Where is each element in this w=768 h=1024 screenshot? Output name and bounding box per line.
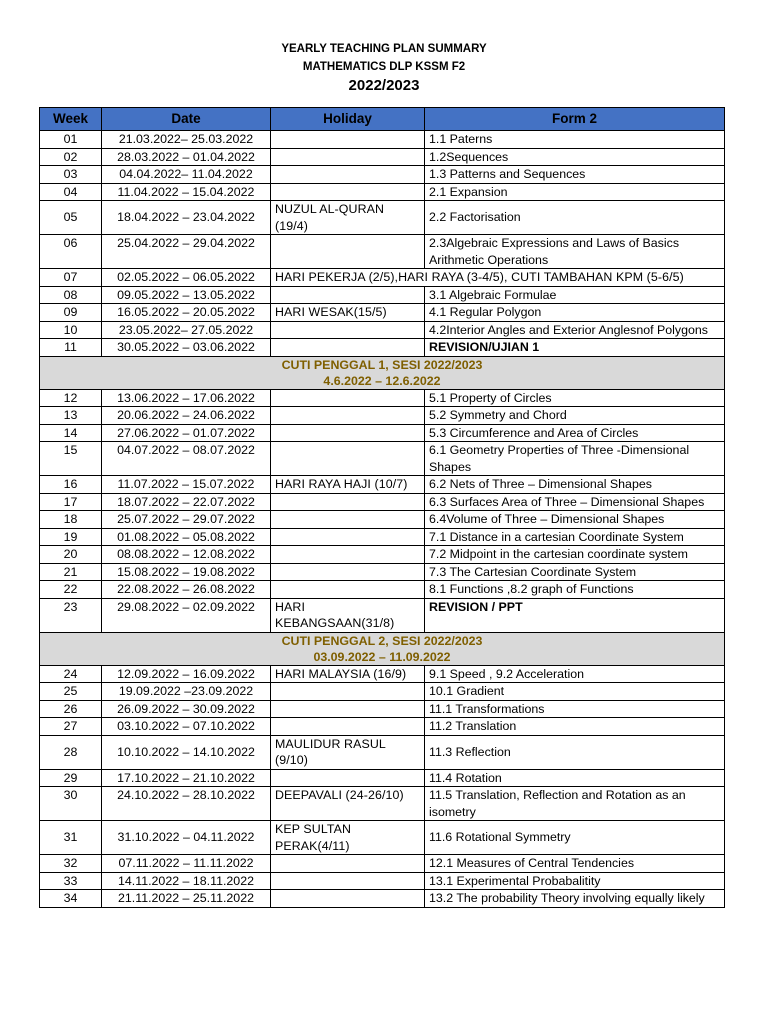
term-break-title: CUTI PENGGAL 1, SESI 2022/2023: [281, 357, 483, 372]
date-cell: 28.03.2022 – 01.04.2022: [102, 148, 271, 166]
week-cell: 05: [40, 201, 102, 235]
holiday-cell: [271, 424, 425, 442]
week-cell: 33: [40, 872, 102, 890]
week-cell: 19: [40, 528, 102, 546]
week-cell: 15: [40, 442, 102, 476]
topic-cell: 5.3 Circumference and Area of Circles: [425, 424, 725, 442]
table-row: [40, 201, 725, 235]
table-body: [40, 131, 725, 908]
teaching-plan-table: [39, 107, 725, 908]
date-cell: 13.06.2022 – 17.06.2022: [102, 389, 271, 407]
date-cell: 11.04.2022 – 15.04.2022: [102, 183, 271, 201]
table-row: [40, 493, 725, 511]
table-row: [40, 890, 725, 908]
term-break-dates: 03.09.2022 – 11.09.2022: [313, 649, 451, 664]
date-cell: 03.10.2022 – 07.10.2022: [102, 718, 271, 736]
date-cell: 14.11.2022 – 18.11.2022: [102, 872, 271, 890]
topic-cell: 11.6 Rotational Symmetry: [425, 821, 725, 855]
week-cell: 09: [40, 304, 102, 322]
table-row: [40, 665, 725, 683]
week-cell: 21: [40, 563, 102, 581]
holiday-cell: [271, 183, 425, 201]
date-cell: 25.04.2022 – 29.04.2022: [102, 235, 271, 269]
table-row: [40, 735, 725, 769]
table-row: [40, 855, 725, 873]
holiday-cell: [271, 493, 425, 511]
holiday-cell: [271, 563, 425, 581]
topic-cell: 5.1 Property of Circles: [425, 389, 725, 407]
holiday-cell: [271, 321, 425, 339]
table-row: [40, 131, 725, 149]
table-row: [40, 183, 725, 201]
topic-cell: REVISION / PPT: [425, 598, 725, 632]
topic-cell: 8.1 Functions ,8.2 graph of Functions: [425, 581, 725, 599]
column-header-holiday: Holiday: [271, 108, 425, 131]
holiday-cell: [271, 769, 425, 787]
date-cell: 27.06.2022 – 01.07.2022: [102, 424, 271, 442]
table-row: [40, 598, 725, 632]
term-break-row: [40, 632, 725, 665]
table-row: [40, 339, 725, 357]
date-cell: 25.07.2022 – 29.07.2022: [102, 511, 271, 529]
date-cell: 04.07.2022 – 08.07.2022: [102, 442, 271, 476]
holiday-cell: HARI WESAK(15/5): [271, 304, 425, 322]
holiday-cell: [271, 235, 425, 269]
week-cell: 31: [40, 821, 102, 855]
holiday-cell: [271, 511, 425, 529]
topic-cell: 7.1 Distance in a cartesian Coordinate System: [425, 528, 725, 546]
topic-cell: 11.4 Rotation: [425, 769, 725, 787]
date-cell: 18.04.2022 – 23.04.2022: [102, 201, 271, 235]
table-row: [40, 389, 725, 407]
topic-cell: 2.2 Factorisation: [425, 201, 725, 235]
document-title: YEARLY TEACHING PLAN SUMMARY: [281, 43, 487, 55]
table-row: [40, 683, 725, 701]
topic-cell: 6.2 Nets of Three – Dimensional Shapes: [425, 476, 725, 494]
date-cell: 15.08.2022 – 19.08.2022: [102, 563, 271, 581]
topic-cell: 6.4Volume of Three – Dimensional Shapes: [425, 511, 725, 529]
table-row: [40, 787, 725, 821]
week-cell: 16: [40, 476, 102, 494]
date-cell: 19.09.2022 –23.09.2022: [102, 683, 271, 701]
column-header-form2: Form 2: [425, 108, 725, 131]
topic-cell: 2.3Algebraic Expressions and Laws of Basics Arithmetic Operations: [425, 235, 725, 269]
topic-cell: REVISION/UJIAN 1: [425, 339, 725, 357]
table-row: [40, 769, 725, 787]
week-cell: 14: [40, 424, 102, 442]
date-cell: 04.04.2022– 11.04.2022: [102, 166, 271, 184]
table-row: [40, 476, 725, 494]
date-cell: 10.10.2022 – 14.10.2022: [102, 735, 271, 769]
week-cell: 28: [40, 735, 102, 769]
date-cell: 21.11.2022 – 25.11.2022: [102, 890, 271, 908]
topic-cell: 4.2Interior Angles and Exterior Anglesnof Polygons: [425, 321, 725, 339]
date-cell: 23.05.2022– 27.05.2022: [102, 321, 271, 339]
week-cell: 23: [40, 598, 102, 632]
date-cell: 31.10.2022 – 04.11.2022: [102, 821, 271, 855]
table-row: [40, 166, 725, 184]
topic-cell: 2.1 Expansion: [425, 183, 725, 201]
table-row: [40, 511, 725, 529]
date-cell: 20.06.2022 – 24.06.2022: [102, 407, 271, 425]
holiday-cell: [271, 581, 425, 599]
holiday-cell: [271, 148, 425, 166]
topic-cell: 6.3 Surfaces Area of Three – Dimensional Shapes: [425, 493, 725, 511]
table-row: [40, 872, 725, 890]
column-header-date: Date: [102, 108, 271, 131]
term-break-cell: [40, 632, 725, 665]
holiday-cell: [271, 700, 425, 718]
week-cell: 13: [40, 407, 102, 425]
topic-cell: 13.2 The probability Theory involving equally likely: [425, 890, 725, 908]
topic-cell: 11.5 Translation, Reflection and Rotation as an isometry: [425, 787, 725, 821]
date-cell: 24.10.2022 – 28.10.2022: [102, 787, 271, 821]
holiday-cell: [271, 872, 425, 890]
holiday-cell: DEEPAVALI (24-26/10): [271, 787, 425, 821]
table-row: [40, 528, 725, 546]
holiday-cell: MAULIDUR RASUL (9/10): [271, 735, 425, 769]
table-row: [40, 235, 725, 269]
table-header-row: [40, 108, 725, 131]
holiday-cell: HARI MALAYSIA (16/9): [271, 665, 425, 683]
table-row: [40, 424, 725, 442]
holiday-cell: [271, 286, 425, 304]
week-cell: 02: [40, 148, 102, 166]
term-break-cell: [40, 356, 725, 389]
week-cell: 11: [40, 339, 102, 357]
table-row: [40, 718, 725, 736]
date-cell: 17.10.2022 – 21.10.2022: [102, 769, 271, 787]
topic-cell: 11.3 Reflection: [425, 735, 725, 769]
date-cell: 02.05.2022 – 06.05.2022: [102, 269, 271, 287]
date-cell: 08.08.2022 – 12.08.2022: [102, 546, 271, 564]
holiday-cell: [271, 339, 425, 357]
table-row: [40, 821, 725, 855]
holiday-cell: HARI PEKERJA (2/5),HARI RAYA (3-4/5), CUTI TAMBAHAN KPM (5-6/5): [271, 269, 725, 287]
document-subtitle: MATHEMATICS DLP KSSM F2: [302, 61, 466, 73]
table-row: [40, 148, 725, 166]
table-row: [40, 407, 725, 425]
table-row: [40, 563, 725, 581]
date-cell: 09.05.2022 – 13.05.2022: [102, 286, 271, 304]
week-cell: 06: [40, 235, 102, 269]
week-cell: 30: [40, 787, 102, 821]
date-cell: 18.07.2022 – 22.07.2022: [102, 493, 271, 511]
date-cell: 21.03.2022– 25.03.2022: [102, 131, 271, 149]
topic-cell: 4.1 Regular Polygon: [425, 304, 725, 322]
table-row: [40, 581, 725, 599]
date-cell: 26.09.2022 – 30.09.2022: [102, 700, 271, 718]
holiday-cell: [271, 683, 425, 701]
date-cell: 11.07.2022 – 15.07.2022: [102, 476, 271, 494]
topic-cell: 7.2 Midpoint in the cartesian coordinate system: [425, 546, 725, 564]
topic-cell: 9.1 Speed , 9.2 Acceleration: [425, 665, 725, 683]
table-row: [40, 546, 725, 564]
topic-cell: 11.1 Transformations: [425, 700, 725, 718]
week-cell: 03: [40, 166, 102, 184]
topic-cell: 3.1 Algebraic Formulae: [425, 286, 725, 304]
table-row: [40, 269, 725, 287]
holiday-cell: [271, 890, 425, 908]
column-header-week: Week: [40, 108, 102, 131]
week-cell: 22: [40, 581, 102, 599]
week-cell: 01: [40, 131, 102, 149]
topic-cell: 6.1 Geometry Properties of Three -Dimensional Shapes: [425, 442, 725, 476]
table-row: [40, 321, 725, 339]
document-year: 2022/2023: [348, 77, 420, 94]
holiday-cell: [271, 855, 425, 873]
holiday-cell: [271, 407, 425, 425]
date-cell: 22.08.2022 – 26.08.2022: [102, 581, 271, 599]
week-cell: 10: [40, 321, 102, 339]
holiday-cell: [271, 546, 425, 564]
week-cell: 12: [40, 389, 102, 407]
topic-cell: 1.1 Paterns: [425, 131, 725, 149]
holiday-cell: [271, 389, 425, 407]
week-cell: 26: [40, 700, 102, 718]
week-cell: 25: [40, 683, 102, 701]
holiday-cell: [271, 528, 425, 546]
week-cell: 20: [40, 546, 102, 564]
date-cell: 07.11.2022 – 11.11.2022: [102, 855, 271, 873]
holiday-cell: [271, 442, 425, 476]
table-row: [40, 286, 725, 304]
week-cell: 18: [40, 511, 102, 529]
week-cell: 08: [40, 286, 102, 304]
date-cell: 30.05.2022 – 03.06.2022: [102, 339, 271, 357]
date-cell: 01.08.2022 – 05.08.2022: [102, 528, 271, 546]
holiday-cell: [271, 718, 425, 736]
holiday-cell: HARI KEBANGSAAN(31/8): [271, 598, 425, 632]
week-cell: 24: [40, 665, 102, 683]
topic-cell: 10.1 Gradient: [425, 683, 725, 701]
topic-cell: 12.1 Measures of Central Tendencies: [425, 855, 725, 873]
table-row: [40, 442, 725, 476]
term-break-dates: 4.6.2022 – 12.6.2022: [323, 373, 441, 388]
topic-cell: 1.2Sequences: [425, 148, 725, 166]
table-row: [40, 700, 725, 718]
date-cell: 29.08.2022 – 02.09.2022: [102, 598, 271, 632]
week-cell: 29: [40, 769, 102, 787]
holiday-cell: [271, 131, 425, 149]
week-cell: 34: [40, 890, 102, 908]
week-cell: 04: [40, 183, 102, 201]
holiday-cell: HARI RAYA HAJI (10/7): [271, 476, 425, 494]
topic-cell: 5.2 Symmetry and Chord: [425, 407, 725, 425]
date-cell: 12.09.2022 – 16.09.2022: [102, 665, 271, 683]
topic-cell: 7.3 The Cartesian Coordinate System: [425, 563, 725, 581]
week-cell: 07: [40, 269, 102, 287]
term-break-title: CUTI PENGGAL 2, SESI 2022/2023: [281, 633, 483, 648]
date-cell: 16.05.2022 – 20.05.2022: [102, 304, 271, 322]
topic-cell: 11.2 Translation: [425, 718, 725, 736]
week-cell: 27: [40, 718, 102, 736]
topic-cell: 13.1 Experimental Probabalitity: [425, 872, 725, 890]
week-cell: 17: [40, 493, 102, 511]
term-break-row: [40, 356, 725, 389]
holiday-cell: NUZUL AL-QURAN (19/4): [271, 201, 425, 235]
holiday-cell: KEP SULTAN PERAK(4/11): [271, 821, 425, 855]
table-row: [40, 304, 725, 322]
topic-cell: 1.3 Patterns and Sequences: [425, 166, 725, 184]
holiday-cell: [271, 166, 425, 184]
week-cell: 32: [40, 855, 102, 873]
